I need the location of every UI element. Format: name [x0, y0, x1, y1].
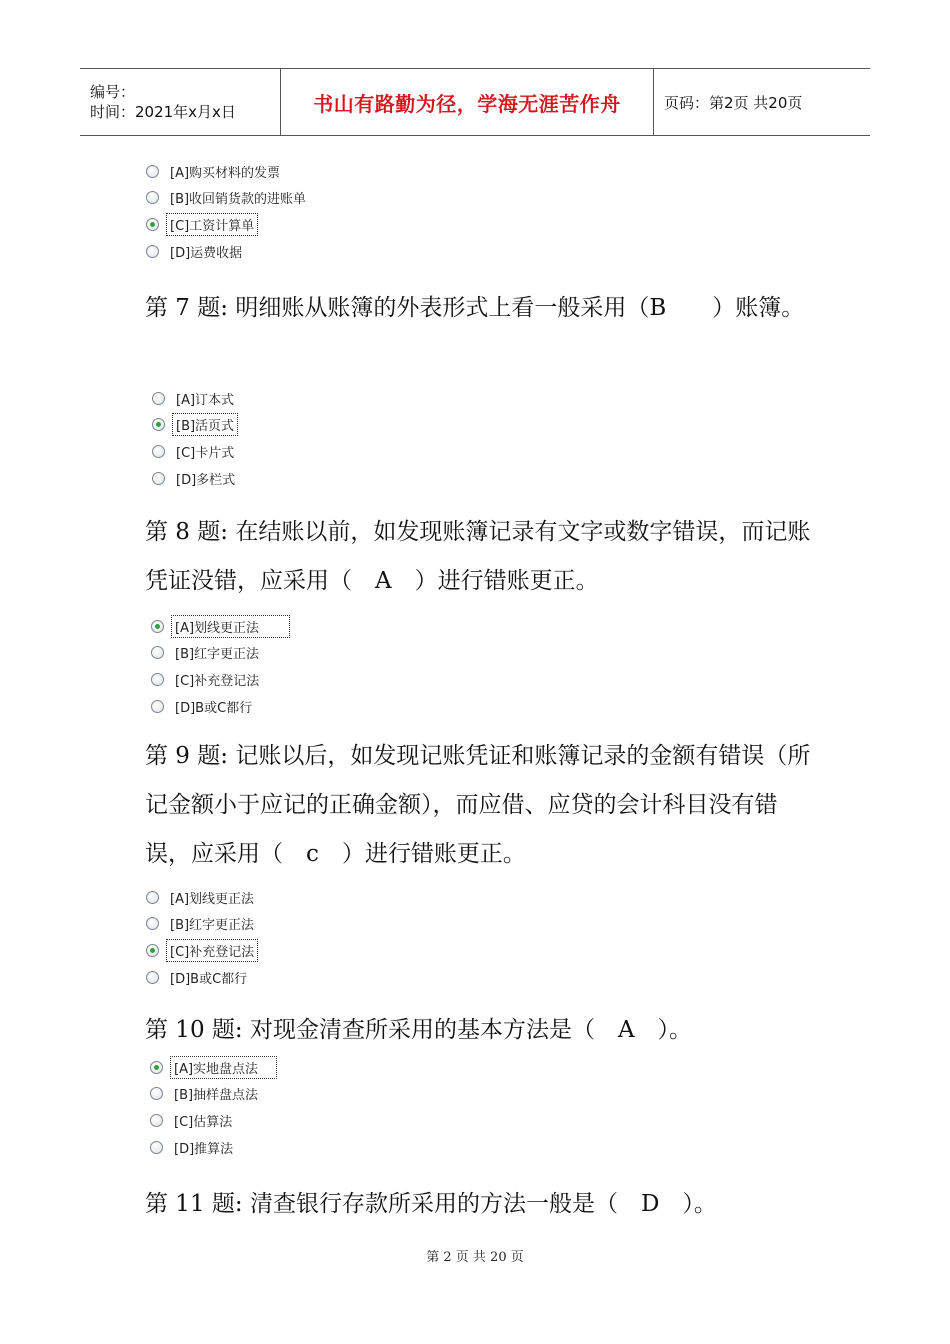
option-label[interactable]: [D]B或C都行 [170, 971, 248, 987]
header-time-label: 时间：2021年x月x日 [90, 103, 236, 121]
option-item[interactable] [150, 1054, 277, 1081]
option-label[interactable]: [D]B或C都行 [175, 700, 253, 716]
radio-button-icon[interactable] [150, 1087, 163, 1100]
option-item[interactable] [146, 964, 258, 991]
radio-button-icon[interactable] [150, 1141, 163, 1154]
option-item[interactable] [152, 385, 239, 412]
option-item[interactable] [152, 465, 239, 492]
radio-button-icon[interactable] [152, 472, 165, 485]
radio-button-icon[interactable] [152, 392, 165, 405]
option-label[interactable]: [C]卡片式 [176, 445, 235, 461]
option-item[interactable] [150, 1107, 277, 1134]
radio-button-icon[interactable] [146, 191, 159, 204]
radio-button-icon[interactable] [146, 917, 159, 930]
option-group-q9 [146, 884, 258, 990]
radio-button-icon[interactable] [150, 1114, 163, 1127]
option-item[interactable] [146, 238, 310, 265]
option-item[interactable] [151, 640, 290, 667]
question-9: 第 9 题: 记账以后，如发现记账凭证和账簿记录的金额有错误（所记金额小于应记的正确金额），而应借、应贷的会计科目没有错误，应采用（ c ）进行错账更正。 [145, 743, 811, 867]
option-label[interactable]: [A]订本式 [176, 392, 235, 408]
option-label[interactable]: [A]实地盘点法 [170, 1056, 277, 1079]
option-item[interactable] [146, 211, 310, 238]
option-label[interactable]: [A]购买材料的发票 [170, 165, 281, 181]
option-group-q10 [150, 1054, 277, 1160]
option-label[interactable]: [A]划线更正法 [170, 891, 255, 907]
header-number-label: 编号： [90, 83, 136, 101]
radio-button-icon[interactable] [151, 646, 164, 659]
option-label[interactable]: [C]估算法 [174, 1114, 233, 1130]
option-group-q6 [146, 158, 310, 264]
option-group-q7 [152, 385, 239, 491]
question-7: 第 7 题: 明细账从账簿的外表形式上看一般采用（B ）账簿。 [145, 295, 805, 321]
option-item[interactable] [150, 1081, 277, 1108]
page-footer: 第 2 页 共 20 页 [426, 1250, 524, 1265]
radio-button-checked-icon[interactable] [150, 1061, 163, 1074]
radio-button-checked-icon[interactable] [146, 944, 159, 957]
option-label[interactable]: [C]工资计算单 [166, 213, 258, 236]
radio-button-icon[interactable] [146, 971, 159, 984]
question-8: 第 8 题: 在结账以前，如发现账簿记录有文字或数字错误，而记账凭证没错，应采用（ A ）进行错账更正。 [145, 519, 811, 594]
option-label[interactable]: [B]收回销货款的进账单 [170, 192, 307, 208]
option-label[interactable]: [D]运费收据 [170, 245, 243, 261]
option-item[interactable] [146, 937, 258, 964]
header-meta [80, 69, 281, 135]
option-item[interactable] [151, 613, 290, 640]
header-page-label: 页码：第2页 共20页 [664, 93, 803, 112]
option-label[interactable]: [D]推算法 [174, 1141, 234, 1157]
option-label[interactable]: [C]补充登记法 [175, 673, 260, 689]
option-item[interactable] [146, 158, 310, 185]
question-10: 第 10 题: 对现金清查所采用的基本方法是（ A ）。 [145, 1017, 693, 1043]
option-label[interactable]: [B]抽样盘点法 [174, 1088, 259, 1104]
header-motto-text: 书山有路勤为径，学海无涯苦作舟 [313, 91, 621, 116]
radio-button-icon[interactable] [151, 673, 164, 686]
radio-button-icon[interactable] [146, 245, 159, 258]
header-page-info [654, 69, 870, 135]
question-11: 第 11 题: 清查银行存款所采用的方法一般是（ D ）。 [145, 1191, 717, 1217]
page-header [80, 68, 870, 136]
option-group-q8 [151, 613, 290, 719]
radio-button-icon[interactable] [151, 700, 164, 713]
radio-button-checked-icon[interactable] [152, 418, 165, 431]
option-label[interactable]: [D]多栏式 [176, 472, 236, 488]
radio-button-checked-icon[interactable] [146, 218, 159, 231]
option-item[interactable] [152, 438, 239, 465]
option-item[interactable] [146, 884, 258, 911]
option-item[interactable] [146, 911, 258, 938]
option-label[interactable]: [C]补充登记法 [166, 939, 258, 962]
radio-button-icon[interactable] [152, 445, 165, 458]
option-item[interactable] [152, 412, 239, 439]
option-label[interactable]: [A]划线更正法 [171, 615, 290, 638]
option-item[interactable] [150, 1134, 277, 1161]
radio-button-checked-icon[interactable] [151, 620, 164, 633]
option-item[interactable] [151, 666, 290, 693]
option-label[interactable]: [B]活页式 [172, 413, 238, 436]
radio-button-icon[interactable] [146, 891, 159, 904]
radio-button-icon[interactable] [146, 165, 159, 178]
header-motto [281, 69, 654, 135]
option-label[interactable]: [B]红字更正法 [175, 647, 260, 663]
option-label[interactable]: [B]红字更正法 [170, 918, 255, 934]
option-item[interactable] [151, 693, 290, 720]
option-item[interactable] [146, 185, 310, 212]
